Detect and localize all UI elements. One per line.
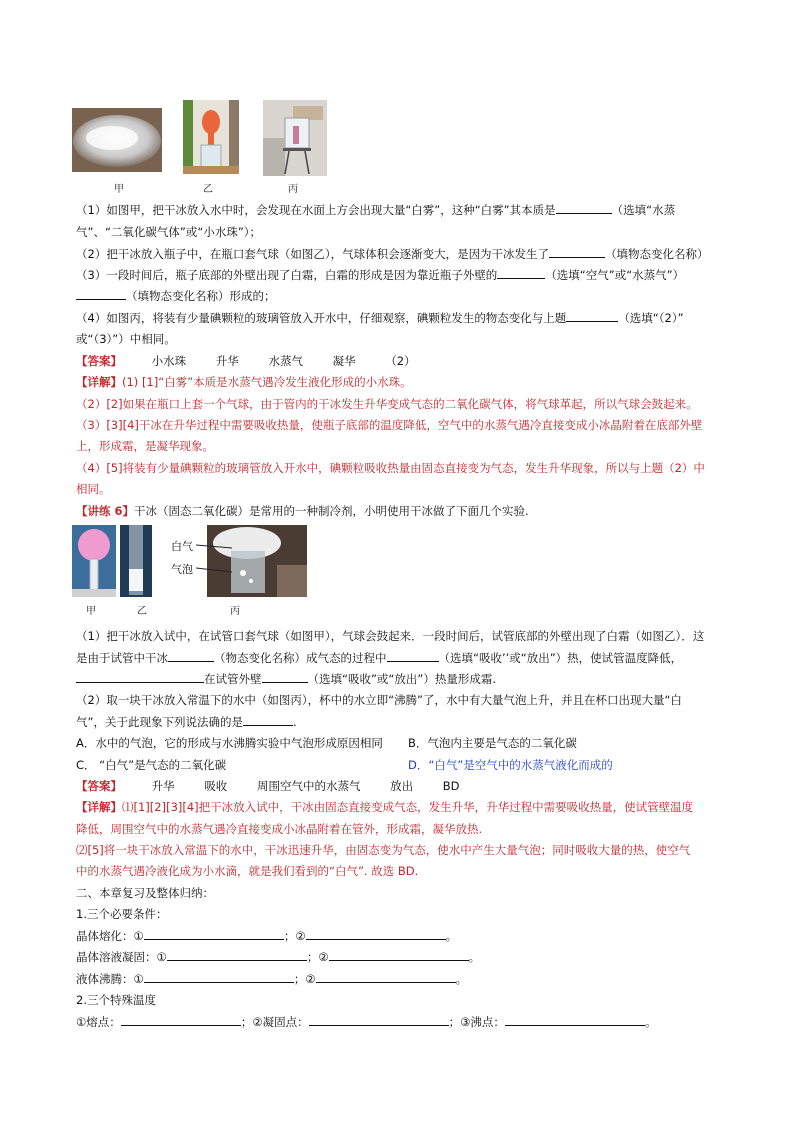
answer-value: 升华 xyxy=(215,354,239,368)
figure-caption-jia: 甲 xyxy=(86,606,96,617)
blank[interactable] xyxy=(144,970,294,983)
blank[interactable] xyxy=(243,713,293,726)
detail-label: 【详解】 xyxy=(76,375,122,389)
label-baiqi: 白气 xyxy=(171,540,193,553)
q2-line-1: （1）把干冰放入试中，在试管口套气球（如图甲），气球会鼓起来．一段时间后，试管底部的外壁出现了白霜（如图乙）．这 xyxy=(76,629,705,643)
q2-line-4: （2）取一块干冰放入常温下的水中（如图丙），杯中的水立即“沸腾”了，水中有大量气泡上升，并且在杯口出现大量“白 xyxy=(76,693,682,707)
review-heading: 二、本章复习及整体归纳： xyxy=(76,886,214,900)
blank[interactable] xyxy=(505,1013,645,1026)
review-melt: 晶体熔化：① ；② 。 xyxy=(76,929,458,943)
q1-line-3: （2）把干冰放入瓶子中，在瓶口套气球（如图乙），气球体积会逐渐变大，是因为干冰发生了 （填物态变化名称） xyxy=(76,247,709,261)
q1-line-5: （填物态变化名称）形成的； xyxy=(76,287,276,305)
answer-value: 吸收 xyxy=(204,779,228,793)
figure-caption-yi: 乙 xyxy=(137,606,147,617)
figure-pointer-lines xyxy=(196,542,236,578)
q2-option-a: A．水中的气泡，它的形成与水沸腾实验中气泡形成原因相同 xyxy=(76,736,383,750)
q1-line-6: （4）如图丙，将装有少量碘颗粒的玻璃管放入开水中，仔细观察，碘颗粒发生的物态变化与上题 （选填“（2）” xyxy=(76,311,684,325)
q1-line-7: 或“（3）”）中相同。 xyxy=(76,332,176,346)
q1-line-2: 气”、“二氧化碳气体”或“小水珠”）； xyxy=(76,225,262,239)
blank[interactable] xyxy=(329,948,469,961)
q1-line-1: （1）如图甲，把干冰放入水中时，会发现在水面上方会出现大量“白雾”，这种“白雾”其本质是 （选填“水蒸 xyxy=(76,203,676,217)
answer-value: （2） xyxy=(385,354,416,368)
q1-detail-3b: 上，形成霜，是凝华现象。 xyxy=(76,439,214,453)
q2-answer xyxy=(76,777,460,795)
blank[interactable] xyxy=(121,1013,241,1026)
answer-value: 水蒸气 xyxy=(268,354,303,368)
q1-answer xyxy=(76,352,416,370)
answer-value: BD xyxy=(442,779,460,793)
review-temperatures: ①熔点： ；②凝固点： ；③沸点： 。 xyxy=(76,1015,657,1029)
q2-detail-1b: 降低，周围空气中的水蒸气遇冷直接变成小冰晶附着在管外，形成霜，凝华放热. xyxy=(76,822,483,836)
q2-detail-2a: ⑵[5]将一块干冰放入常温下的水中，干冰迅速升华，由固态变为气态，使水中产生大量气泡；同时吸收大量的热，使空气 xyxy=(76,843,691,857)
q2-option-b: B．气泡内主要是气态的二氧化碳 xyxy=(408,736,577,750)
figure-caption-yi: 乙 xyxy=(203,184,213,195)
q2-detail-1a: 【详解】⑴[1][2][3][4]把干冰放入试中，干冰由固态直接变成气态，发生升华，升华过程中需要吸收热量，使试管壁温度 xyxy=(76,800,694,814)
figure-balloon-tube-photo xyxy=(72,525,116,597)
detail-label: 【详解】 xyxy=(76,800,122,814)
figure-caption-bing: 丙 xyxy=(230,606,240,617)
label-qipao: 气泡 xyxy=(171,563,193,576)
figure-iodine-tube-photo xyxy=(263,100,327,176)
q2-detail-2b: 中的水蒸气遇冷液化成为小水滴，就是我们看到的“白气”. 故选 BD. xyxy=(76,864,419,878)
q1-line-4: （3）一段时间后，瓶子底部的外壁出现了白霜，白霜的形成是因为靠近瓶子外壁的 （选填“空气”或“水蒸气”） xyxy=(76,268,685,282)
figure-dry-ice-water-photo xyxy=(72,108,162,172)
q2-line-3: 在试管外壁 （选填“吸收”或“放出”）热量形成霜. xyxy=(76,670,496,688)
review-sub-2: 2.三个特殊温度 xyxy=(76,993,156,1007)
blank[interactable] xyxy=(316,970,456,983)
blank[interactable] xyxy=(144,927,284,940)
answer-value: 升华 xyxy=(151,779,175,793)
figure-frost-tube-photo xyxy=(120,525,152,597)
blank[interactable] xyxy=(262,670,308,683)
q2-option-d: D．“白气”是空气中的水蒸气液化而成的 xyxy=(408,758,613,772)
blank[interactable] xyxy=(387,649,439,662)
exercise-label: 【讲练 6】 xyxy=(76,504,135,518)
q1-detail-3a: （3）[3][4]干冰在升华过程中需要吸收热量，使瓶子底部的温度降低，空气中的水蒸气遇冷直接变成小冰晶附着在底部外壁 xyxy=(76,418,703,432)
blank[interactable] xyxy=(167,948,307,961)
review-sub-1: 1.三个必要条件： xyxy=(76,907,168,921)
blank[interactable] xyxy=(549,245,605,258)
blank[interactable] xyxy=(168,649,214,662)
q2-line-5: 气”，关于此现象下列说法确的是 . xyxy=(76,715,297,729)
answer-label: 【答案】 xyxy=(76,779,122,793)
review-boil: 液体沸腾：① ；② 。 xyxy=(76,972,468,986)
review-solidify: 晶体溶液凝固：① ；② 。 xyxy=(76,950,481,964)
blank[interactable] xyxy=(497,266,545,279)
figure-balloon-bottle-photo xyxy=(183,100,239,174)
q1-detail-1: 【详解】(1) [1]“白雾”本质是水蒸气遇冷发生液化形成的小水珠。 xyxy=(76,375,412,389)
answer-value: 小水珠 xyxy=(151,354,187,368)
q2-line-2: 是由于试管中干冰 （物态变化名称）成气态的过程中 （选填“吸收’’或“放出”）热，使试管温度降低， xyxy=(76,651,683,665)
q1-detail-4b: 相同。 xyxy=(76,482,111,496)
figure-caption-bing: 丙 xyxy=(288,184,298,195)
blank[interactable] xyxy=(556,201,612,214)
figure-caption-jia: 甲 xyxy=(114,184,124,195)
q2-option-c: C． “白气”是气态的二氧化碳 xyxy=(76,758,227,772)
blank[interactable] xyxy=(306,927,446,940)
blank[interactable] xyxy=(76,670,204,683)
q2-intro: 【讲练 6】干冰（固态二氧化碳）是常用的一种制冷剂，小明使用干冰做了下面几个实验. xyxy=(76,504,529,518)
answer-value: 凝华 xyxy=(332,354,356,368)
answer-value: 周围空气中的水蒸气 xyxy=(256,779,361,793)
blank[interactable] xyxy=(309,1013,449,1026)
blank[interactable] xyxy=(566,309,618,322)
q1-detail-4a: （4）[5]将装有少量碘颗粒的玻璃管放入开水中，碘颗粒吸收热量由固态直接变为气态，发生升华现象，所以与上题（2）中 xyxy=(76,461,705,475)
answer-label: 【答案】 xyxy=(76,354,122,368)
q1-detail-2: （2）[2]如果在瓶口上套一个气球，由于管内的干冰发生升华变成气态的二氧化碳气体，将气球革起，所以气球会鼓起来。 xyxy=(76,397,698,411)
answer-value: 放出 xyxy=(390,779,414,793)
blank[interactable] xyxy=(76,287,126,300)
